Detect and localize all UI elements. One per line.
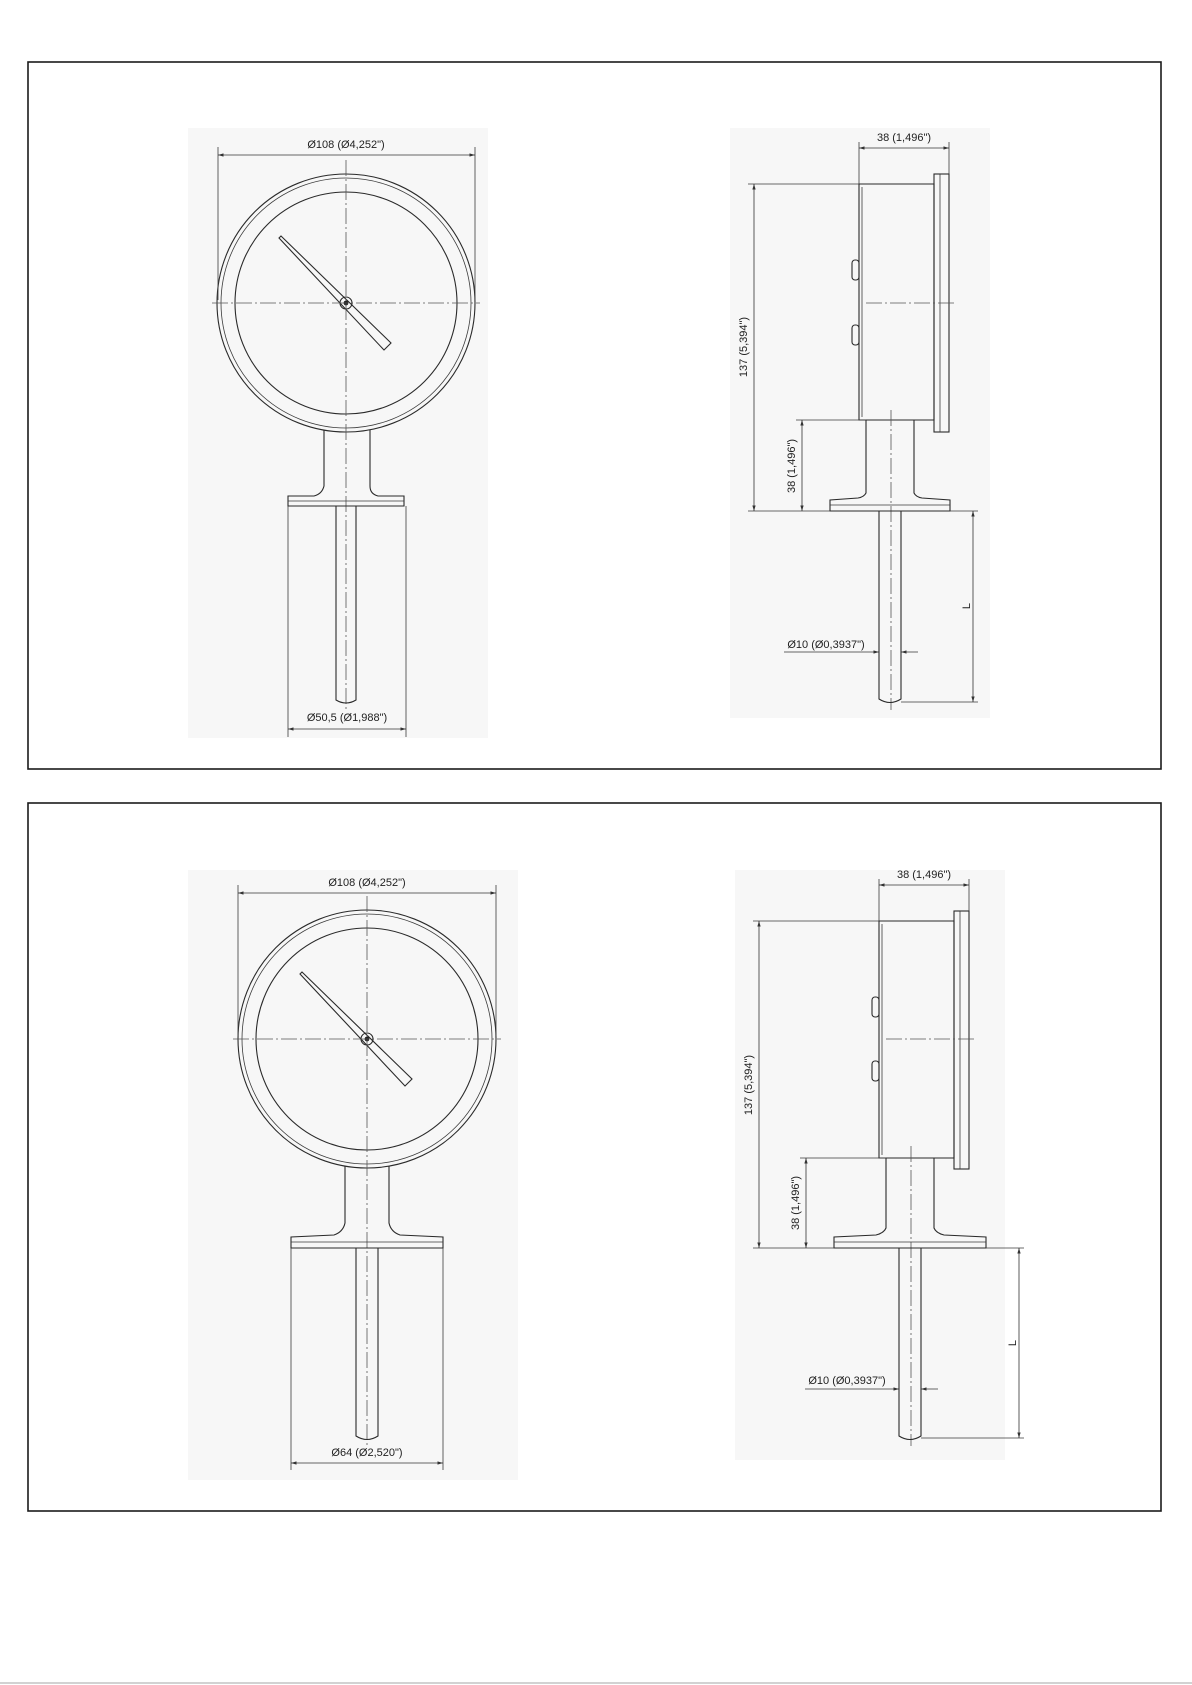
drawing-panel-1 xyxy=(28,62,1161,769)
neck-height-label: 38 (1,496") xyxy=(786,438,798,494)
insertion-length-label: L xyxy=(1007,1339,1019,1347)
overall-height-label: 137 (5,394") xyxy=(738,316,750,378)
dial-diameter-label: Ø108 (Ø4,252") xyxy=(307,139,385,151)
insertion-length-label: L xyxy=(961,602,973,610)
clamp-diameter-label: Ø50,5 (Ø1,988") xyxy=(306,712,388,724)
side-view xyxy=(735,869,1024,1460)
stem-diameter-label: Ø10 (Ø0,3937") xyxy=(808,1375,886,1387)
case-depth-label: 38 (1,496") xyxy=(876,132,932,144)
stem-diameter-label: Ø10 (Ø0,3937") xyxy=(787,639,865,651)
case-depth-label: 38 (1,496") xyxy=(896,869,952,881)
overall-height-label: 137 (5,394") xyxy=(743,1054,755,1116)
dial-diameter-label: Ø108 (Ø4,252") xyxy=(328,877,406,889)
front-view xyxy=(188,870,518,1480)
clamp-diameter-label: Ø64 (Ø2,520") xyxy=(331,1447,403,1459)
neck-height-label: 38 (1,496") xyxy=(790,1175,802,1231)
front-view xyxy=(188,128,488,738)
drawing-panel-2 xyxy=(28,803,1161,1511)
side-view xyxy=(730,128,990,718)
